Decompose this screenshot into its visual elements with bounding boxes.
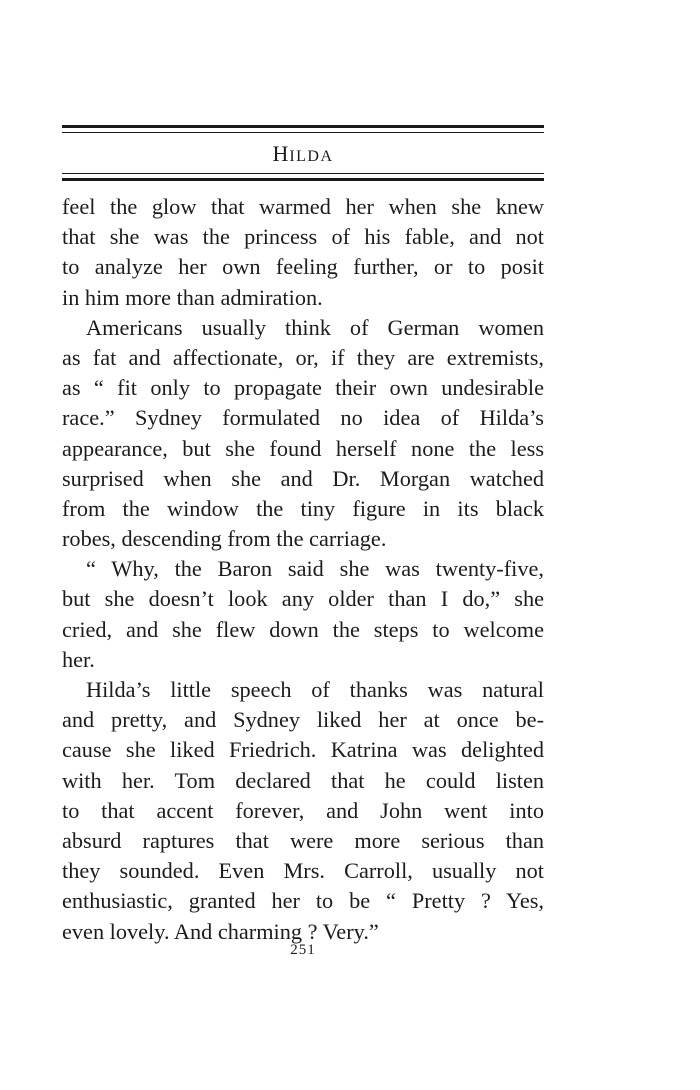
text-line: “ Why, the Baron said she was twenty-five, (86, 556, 544, 582)
running-head-initial: H (272, 141, 290, 166)
text-line: robes, descending from the carriage. (62, 526, 387, 552)
text-line: as “ fit only to propagate their own undesirable (62, 375, 544, 401)
header-rule-top-thin (62, 132, 544, 133)
text-line: from the window the tiny figure in its black (62, 495, 544, 521)
text-line: her. (62, 646, 95, 672)
text-line: and pretty, and Sydney liked her at once be- (62, 707, 544, 733)
text-line: they sounded. Even Mrs. Carroll, usually not (62, 858, 544, 884)
running-head-rest: ILDA (289, 148, 334, 165)
text-line: absurd raptures that were more serious than (62, 827, 544, 853)
text-line: race.” Sydney formulated no idea of Hilda’s (62, 405, 544, 431)
text-line: surprised when she and Dr. Morgan watched (62, 465, 544, 491)
text-line: to analyze her own feeling further, or to posit (62, 254, 544, 280)
text-line: cried, and she flew down the steps to welcome (62, 616, 544, 642)
text-line: appearance, but she found herself none the less (62, 435, 544, 461)
header-rule-bottom-thick (62, 178, 544, 181)
text-line: that she was the princess of his fable, and not (62, 224, 544, 250)
header-rule-top-thick (62, 125, 544, 128)
text-line: to that accent forever, and John went into (62, 797, 544, 823)
header-rule-bottom-thin (62, 173, 544, 174)
text-line: as fat and affectionate, or, if they are extremists, (62, 344, 544, 370)
text-line: but she doesn’t look any older than I do,” she (62, 586, 544, 612)
body-text (62, 192, 544, 947)
running-head (62, 141, 544, 170)
text-line: Americans usually think of German women (86, 314, 544, 340)
text-line: cause she liked Friedrich. Katrina was delighted (62, 737, 544, 763)
text-line: feel the glow that warmed her when she knew (62, 194, 544, 219)
text-line: enthusiastic, granted her to be “ Pretty ? Yes, (62, 888, 544, 914)
page-number: 251 (290, 942, 316, 958)
text-line: Hilda’s little speech of thanks was natural (86, 677, 544, 702)
text-line: with her. Tom declared that he could listen (62, 767, 544, 793)
text-line: in him more than admiration. (62, 284, 323, 310)
text-line: even lovely. And charming ? Very.” (62, 918, 379, 944)
